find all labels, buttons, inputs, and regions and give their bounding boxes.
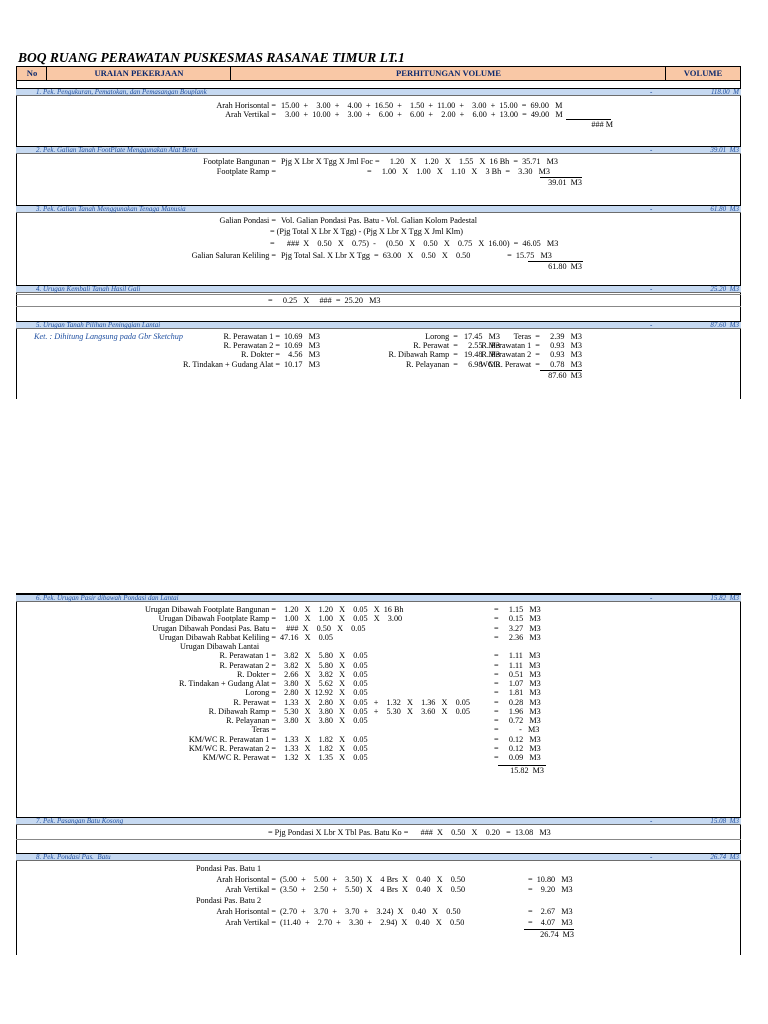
section-7-dash: - (650, 817, 653, 825)
s3-calc-line-4: Pjg Total Sal. X Lbr X Tgg = 63.00 X 0.50 X 0.50 = 15.75 M3 (281, 251, 552, 260)
s6-calc: ### X 0.50 X 0.05 (280, 623, 366, 633)
s5-col3-row2: R. Perawatan 1 = 0.93 M3 (481, 341, 582, 350)
section-4-header (16, 285, 741, 293)
s8-calc: (2.70 + 3.70 + 3.70 + 3.24) X 0.40 X 0.50 (280, 906, 461, 916)
s6-calc: 3.82 X 5.80 X 0.05 (280, 660, 368, 670)
section-3-header (16, 205, 741, 213)
s8-label: Arah Vertikal = (225, 885, 276, 895)
s6-calc: 1.32 X 1.35 X 0.05 (280, 753, 368, 762)
s5-col2-row2: R. Perawat = 2.55 M3 (413, 341, 500, 350)
section-5-header (16, 321, 741, 329)
table-left-border (16, 81, 17, 399)
s2-total: 39.01 M3 (548, 178, 582, 187)
section-7-title: 7. Pek. Pasangan Batu Kosong (36, 817, 124, 825)
header-uraian: URAIAN PEKERJAAN (94, 68, 184, 78)
s6-label: Lorong = (245, 688, 276, 698)
s8-calc: (3.50 + 2.50 + 5.50) X 4 Brs X 0.40 X 0.50 (280, 885, 466, 895)
section-4-title: 4. Urugan Kembali Tanah Hasil Gali (36, 285, 141, 293)
s5-col1-row3: R. Dokter = 4.56 M3 (241, 350, 320, 359)
s8-calc: (11.40 + 2.70 + 3.30 + 2.94) X 0.40 X 0.50 (280, 917, 465, 927)
s6-calc: 1.00 X 1.00 X 0.05 X 3.00 (280, 614, 403, 624)
s6-result: = 0.12 M3 (494, 734, 541, 744)
s1-total: ### M (591, 120, 613, 129)
table-right-border (740, 81, 741, 399)
s6-calc: 1.33 X 1.82 X 0.05 (280, 734, 368, 744)
section-3-volume: 61.80 M3 (710, 205, 739, 213)
s8-label: Arah Horisontal = (216, 874, 276, 884)
s6-label: R. Dokter = (237, 669, 276, 679)
s5-col2-row3: R. Dibawah Ramp = 19.48 M3 (388, 350, 500, 359)
s6-calc: 3.80 X 3.80 X 0.05 (280, 716, 368, 725)
s6-total: 15.82 M3 (510, 766, 544, 775)
s5-col1-row2: R. Perawatan 2 = 10.69 M3 (223, 341, 320, 350)
section-8-volume: 26.74 M3 (710, 853, 739, 861)
document-title: BOQ RUANG PERAWATAN PUSKESMAS RASANAE TIMUR LT.1 (18, 50, 405, 65)
s6-label: R. Tindakan + Gudang Alat = (178, 679, 276, 688)
header-perhitungan: PERHITUNGAN VOLUME (396, 68, 501, 78)
s6-label: Urugan Dibawah Footplate Ramp = (158, 614, 276, 624)
s6-calc: 1.33 X 2.80 X 0.05 + 1.32 X 1.36 X 0.05 (280, 697, 470, 707)
s8-label: Pondasi Pas. Batu 2 (196, 896, 262, 906)
section-8-header (16, 853, 741, 861)
s6-result: = 2.36 M3 (494, 632, 541, 642)
section-2-volume: 39.01 M3 (710, 146, 739, 154)
s3-calc-line-3: = ### X 0.50 X 0.75) - (0.50 X 0.50 X 0.75 X 16.00) = 46.05 M3 (270, 239, 559, 248)
table-left-border-2 (16, 593, 17, 955)
s3-calc-line-2: = (Pjg Total X Lbr X Tgg) - (Pjg X Lbr X Tgg X Jml Klm) (270, 227, 464, 236)
s4-calc: = 0.25 X ### = 25.20 M3 (268, 296, 381, 305)
s6-label: R. Pelayanan = (226, 716, 276, 725)
s8-result: = 2.67 M3 (528, 906, 573, 916)
section-8-title: 8. Pek. Pondasi Pas. Batu (36, 853, 111, 861)
s6-result: = 1.11 M3 (494, 651, 541, 661)
table-header (16, 66, 741, 81)
section-2-header (16, 146, 741, 154)
s6-result: = 0.12 M3 (494, 743, 541, 753)
section-3-dash: - (650, 205, 653, 213)
header-no: No (26, 68, 38, 78)
s5-total: 87.60 M3 (548, 371, 582, 380)
s5-col1-row4: R. Tindakan + Gudang Alat = 10.17 M3 (182, 360, 320, 369)
s6-calc: 3.80 X 5.62 X 0.05 (280, 679, 368, 688)
s6-label: Urugan Dibawah Rabbat Keliling = (159, 632, 276, 642)
s6-calc: 1.33 X 1.82 X 0.05 (280, 743, 368, 753)
s6-label: Urugan Dibawah Footplate Bangunan = (144, 605, 276, 614)
s6-calc: 5.30 X 3.80 X 0.05 + 5.30 X 3.60 X 0.05 (280, 706, 470, 716)
section-7-header (16, 817, 741, 825)
section-6-title: 6. Pek. Urugan Pasir dibawah Pondasi dan Lantai (36, 594, 179, 602)
s6-label: KM/WC R. Perawat = (202, 753, 276, 762)
s2-calc-bangunan: Pjg X Lbr X Tgg X Jml Foc = 1.20 X 1.20 X 1.55 X 16 Bh = 35.71 M3 (281, 157, 559, 166)
s6-result: = 1.11 M3 (494, 660, 541, 670)
s8-calc: (5.00 + 5.00 + 3.50) X 4 Brs X 0.40 X 0.50 (280, 874, 466, 884)
section-8-dash: - (650, 853, 653, 861)
s2-label-bangunan: Footplate Bangunan = (203, 157, 276, 166)
s6-result: = - M3 (494, 725, 540, 735)
s6-result: = 1.96 M3 (494, 706, 541, 716)
s5-note: Ket. : Dihitung Langsung pada Gbr Sketchup (34, 332, 183, 341)
s3-label-galian-pondasi: Galian Pondasi = (219, 216, 276, 225)
s5-col3-row1: Teras = 2.39 M3 (513, 332, 582, 341)
s6-result: = 1.07 M3 (494, 679, 541, 688)
s5-col2-row4: R. Pelayanan = 6.98 M3 (406, 360, 500, 369)
s6-result: = 1.81 M3 (494, 688, 541, 698)
s6-result: = 1.15 M3 (494, 605, 541, 614)
s2-label-ramp: Footplate Ramp = (216, 167, 276, 176)
s7-calc: = Pjg Pondasi X Lbr X Tbl Pas. Batu Ko = ### X 0.50 X 0.20 = 13.08 M3 (268, 828, 551, 837)
table-right-border-2 (740, 593, 741, 955)
section-4-dash: - (650, 285, 653, 293)
s8-total: 26.74 M3 (540, 930, 574, 939)
s5-col2-row1: Lorong = 17.45 M3 (425, 332, 500, 341)
s6-calc: 3.82 X 5.80 X 0.05 (280, 651, 368, 661)
s6-calc: 2.80 X 12.92 X 0.05 (280, 688, 368, 698)
s8-result: = 4.07 M3 (528, 917, 573, 927)
s6-label: R. Perawat = (233, 697, 276, 707)
section-7-volume: 15.08 M3 (710, 817, 739, 825)
s8-label: Arah Vertikal = (225, 917, 276, 927)
s6-result: = 0.28 M3 (494, 697, 541, 707)
s6-result: = 0.09 M3 (494, 753, 541, 762)
s5-col1-row1: R. Perawatan 1 = 10.69 M3 (223, 332, 320, 341)
s6-result: = 0.15 M3 (494, 614, 541, 624)
s6-label: Urugan Dibawah Lantai (180, 642, 260, 651)
s6-label: R. Perawatan 2 = (219, 660, 276, 670)
section-5-title: 5. Urugan Tanah Pilihan Peninggian Lantai (36, 321, 161, 329)
s6-label: Urugan Dibawah Pondasi Pas. Batu = (152, 623, 276, 633)
s1-label-vertikal: Arah Vertikal = (225, 110, 276, 119)
section-5-dash: - (650, 321, 653, 329)
s8-label: Pondasi Pas. Batu 1 (196, 864, 262, 873)
s8-result: = 9.20 M3 (528, 885, 573, 895)
s5-col3-row4: WC R. Perawat = 0.78 M3 (480, 360, 582, 369)
section-6-volume: 15.82 M3 (710, 594, 739, 602)
s8-label: Arah Horisontal = (216, 906, 276, 916)
section-1-volume: 118.00 M (710, 88, 739, 96)
s6-label: R. Perawatan 1 = (219, 651, 276, 661)
s6-calc: 47.16 X 0.05 (280, 632, 333, 642)
s6-label: Teras = (251, 725, 276, 735)
section-6-dash: - (650, 594, 653, 602)
s3-calc-line-1: Vol. Galian Pondasi Pas. Batu - Vol. Galian Kolom Padestal (281, 216, 478, 225)
section-6-header (16, 594, 741, 602)
s1-label-horisontal: Arah Horisontal = (216, 101, 276, 110)
section-5-volume: 87.60 M3 (710, 321, 739, 329)
section-2-title: 2. Pek. Galian Tanah FootPlate Menggunakan Alat Berat (36, 146, 198, 154)
s5-col3-row3: R. Perawatan 2 = 0.93 M3 (481, 350, 582, 359)
s6-label: R. Dibawah Ramp = (208, 706, 276, 716)
header-volume: VOLUME (683, 68, 723, 78)
s8-result: = 10.80 M3 (528, 874, 573, 884)
section-4-volume: 25.20 M3 (710, 285, 739, 293)
s6-result: = 0.51 M3 (494, 669, 541, 679)
s1-calc-horisontal: 15.00 + 3.00 + 4.00 + 16.50 + 1.50 + 11.00 + 3.00 + 15.00 = 69.00 M (281, 101, 563, 110)
s6-result: = 3.27 M3 (494, 623, 541, 633)
s3-label-galian-saluran: Galian Saluran Keliling = (191, 251, 276, 260)
section-1-dash: - (650, 88, 653, 96)
s2-calc-ramp: = 1.00 X 1.00 X 1.10 X 3 Bh = 3.30 M3 (281, 167, 550, 176)
section-1-title: 1. Pek. Pengukuran, Pematokan, dan Pemasangan Bouplank (36, 88, 207, 96)
s1-calc-vertikal: 3.00 + 10.00 + 3.00 + 6.00 + 6.00 + 2.00 + 6.00 + 13.00 = 49.00 M (281, 110, 563, 119)
s6-calc: 1.20 X 1.20 X 0.05 X 16 Bh (280, 605, 404, 614)
section-3-title: 3. Pek. Galian Tanah Menggunakan Tenaga Manusia (36, 205, 186, 213)
s6-calc: 2.66 X 3.82 X 0.05 (280, 669, 368, 679)
section-2-dash: - (650, 146, 653, 154)
section-1-header (16, 88, 741, 96)
s6-label: KM/WC R. Perawatan 2 = (188, 743, 276, 753)
s6-result: = 0.72 M3 (494, 716, 541, 725)
s3-total: 61.80 M3 (548, 262, 582, 271)
s6-label: KM/WC R. Perawatan 1 = (188, 734, 276, 744)
